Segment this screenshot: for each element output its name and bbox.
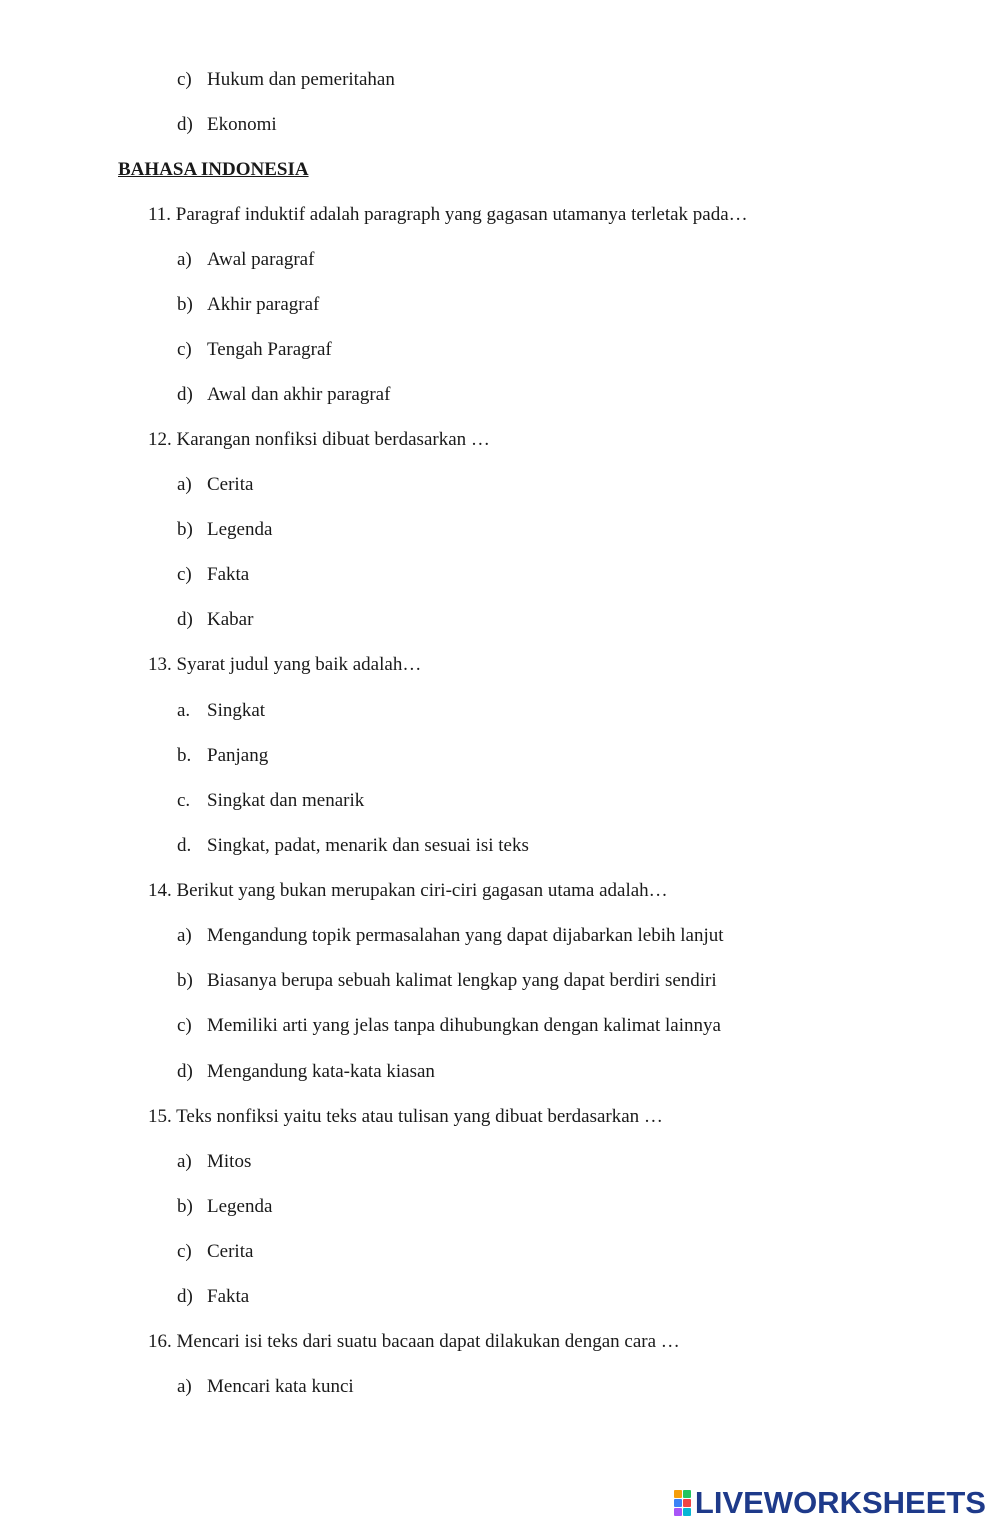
option-text: Awal paragraf: [207, 249, 315, 270]
option-text: Fakta: [207, 1286, 250, 1307]
option-label: c): [177, 339, 192, 360]
option-label: d): [177, 609, 193, 630]
option-text: Singkat dan menarik: [207, 790, 365, 811]
option-text: Singkat: [207, 700, 266, 721]
option-item: [177, 518, 272, 542]
option-label: a): [177, 249, 192, 270]
option-text: Mencari kata kunci: [207, 1376, 354, 1397]
option-item: [177, 608, 253, 632]
option-text: Mitos: [207, 1151, 252, 1172]
option-item: [177, 293, 319, 317]
option-item: [177, 1014, 721, 1038]
option-text: Mengandung kata-kata kiasan: [207, 1061, 435, 1082]
liveworksheets-logo-icon: [674, 1490, 691, 1516]
option-text: Legenda: [207, 1196, 273, 1217]
option-item: [177, 699, 265, 723]
option-item: [177, 1060, 435, 1084]
question-text: 16. Mencari isi teks dari suatu bacaan dapat dilakukan dengan cara …: [148, 1331, 680, 1352]
option-label: d): [177, 1061, 193, 1082]
option-label: a): [177, 925, 192, 946]
option-text: Mengandung topik permasalahan yang dapat dijabarkan lebih lanjut: [207, 925, 724, 946]
option-item: [177, 1285, 249, 1309]
option-label: a): [177, 1376, 192, 1397]
option-item: [177, 789, 364, 813]
option-text: Cerita: [207, 474, 254, 495]
option-label: d): [177, 1286, 193, 1307]
question-text: 15. Teks nonfiksi yaitu teks atau tulisan yang dibuat berdasarkan …: [148, 1106, 663, 1127]
option-label: a.: [177, 700, 191, 721]
option-item: [177, 1195, 272, 1219]
option-item: [177, 744, 268, 768]
question-text: 13. Syarat judul yang baik adalah…: [148, 654, 422, 675]
option-label: b): [177, 1196, 193, 1217]
option-label: d.: [177, 835, 192, 856]
option-text: Awal dan akhir paragraf: [207, 384, 391, 405]
option-item: [177, 834, 529, 858]
option-item: [177, 924, 724, 948]
option-text: Akhir paragraf: [207, 294, 320, 315]
option-text: Kabar: [207, 609, 254, 630]
option-text: Ekonomi: [207, 114, 277, 135]
section-title: BAHASA INDONESIA: [118, 159, 309, 180]
brand-text: LIVEWORKSHEETS: [694, 1485, 986, 1520]
option-item: [177, 338, 332, 362]
question-text: 14. Berikut yang bukan merupakan ciri-ciri gagasan utama adalah…: [148, 880, 668, 901]
option-item: [177, 969, 717, 993]
option-label: a): [177, 1151, 192, 1172]
option-label: b.: [177, 745, 192, 766]
question-text: 12. Karangan nonfiksi dibuat berdasarkan …: [148, 429, 490, 450]
option-item: [177, 383, 390, 407]
liveworksheets-brand[interactable]: [674, 1486, 986, 1520]
question-text: 11. Paragraf induktif adalah paragraph yang gagasan utamanya terletak pada…: [148, 204, 748, 225]
option-text: Fakta: [207, 564, 250, 585]
option-label: a): [177, 474, 192, 495]
option-label: b): [177, 970, 193, 991]
option-text: Biasanya berupa sebuah kalimat lengkap yang dapat berdiri sendiri: [207, 970, 717, 991]
option-text: Memiliki arti yang jelas tanpa dihubungkan dengan kalimat lainnya: [207, 1015, 721, 1036]
option-text: Hukum dan pemeritahan: [207, 69, 395, 90]
option-text: Cerita: [207, 1241, 254, 1262]
option-text: Panjang: [207, 745, 269, 766]
option-item: [177, 68, 395, 92]
option-item: [177, 1240, 253, 1264]
option-label: b): [177, 294, 193, 315]
option-label: c): [177, 69, 192, 90]
option-label: b): [177, 519, 193, 540]
option-item: [177, 1150, 251, 1174]
option-item: [177, 113, 277, 137]
option-label: d): [177, 384, 193, 405]
option-text: Singkat, padat, menarik dan sesuai isi teks: [207, 835, 529, 856]
option-item: [177, 1375, 354, 1399]
option-item: [177, 563, 249, 587]
option-label: c.: [177, 790, 191, 811]
option-label: c): [177, 564, 192, 585]
option-label: d): [177, 114, 193, 135]
option-text: Legenda: [207, 519, 273, 540]
option-text: Tengah Paragraf: [207, 339, 332, 360]
option-item: [177, 473, 253, 497]
option-label: c): [177, 1015, 192, 1036]
option-item: [177, 248, 314, 272]
option-label: c): [177, 1241, 192, 1262]
